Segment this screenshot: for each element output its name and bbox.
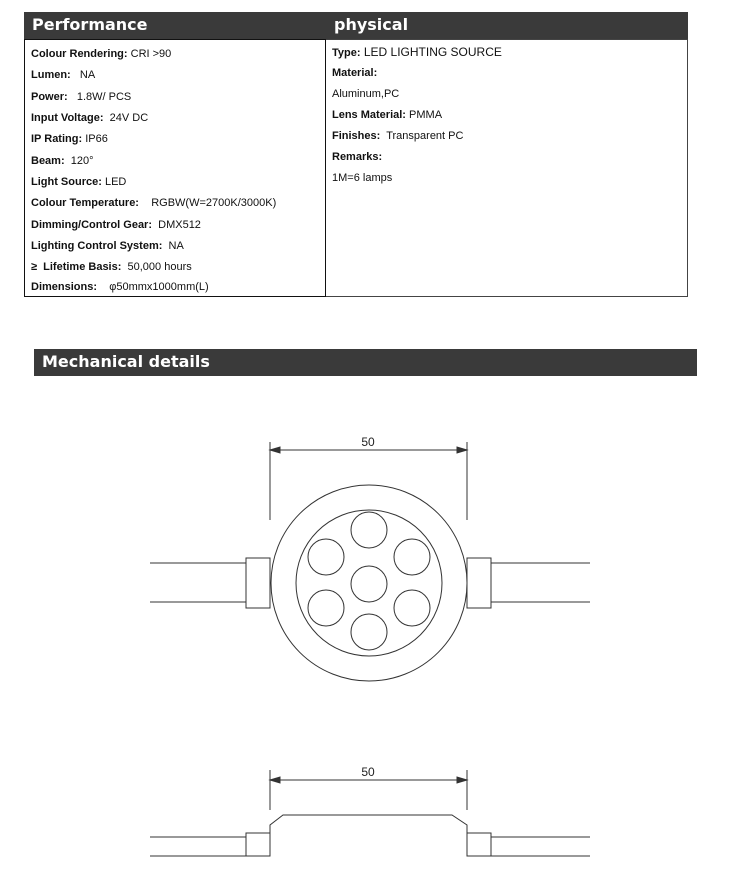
spec-label: Light Source: — [31, 176, 102, 188]
spec-row-dimensions — [31, 280, 209, 294]
spec-label: Dimming/Control Gear: — [31, 219, 153, 231]
side-body-profile — [270, 815, 467, 856]
physical-row-remarks-label — [332, 150, 382, 164]
spec-label: Colour Rendering: — [31, 48, 128, 60]
physical-label: Material: — [332, 67, 378, 79]
side-connector-left — [246, 833, 270, 856]
spec-row-colour-temperature — [31, 196, 276, 210]
spec-row-input-voltage — [31, 111, 148, 125]
spec-label: Colour Temperature: — [31, 197, 139, 209]
side-dimension-label: 50 — [361, 765, 375, 779]
performance-header — [24, 12, 326, 39]
spec-value: LED — [101, 176, 127, 188]
performance-title: Performance — [32, 15, 148, 34]
side-connector-right — [467, 833, 491, 856]
physical-value: Aluminum,PC — [332, 88, 400, 100]
physical-title: physical — [334, 15, 409, 34]
physical-value: Transparent PC — [380, 130, 464, 142]
spec-row-lifetime — [31, 260, 192, 274]
spec-row-colour-rendering — [31, 47, 171, 61]
spec-value: IP66 — [82, 133, 108, 145]
physical-row-material-label — [332, 66, 377, 80]
mechanical-header — [34, 349, 697, 376]
side-view-drawing — [0, 760, 741, 880]
spec-row-lighting-control — [31, 239, 184, 253]
dim-arrow-right — [457, 447, 467, 453]
physical-row-lens — [332, 108, 442, 122]
performance-table — [24, 39, 326, 297]
physical-value: 1M=6 lamps — [332, 172, 393, 184]
spec-row-power — [31, 90, 131, 104]
spec-value: NA — [70, 69, 96, 81]
spec-label: IP Rating: — [31, 133, 83, 145]
spec-label: Lumen: — [31, 69, 71, 81]
physical-value: LED LIGHTING SOURCE — [360, 45, 502, 59]
spec-label: Beam: — [31, 155, 65, 167]
top-dimension-label: 50 — [361, 435, 375, 449]
spec-row-lumen — [31, 68, 95, 82]
spec-value: DMX512 — [152, 219, 201, 231]
physical-value: PMMA — [405, 109, 443, 121]
physical-row-material-value — [332, 87, 399, 101]
spec-row-light-source — [31, 175, 126, 189]
spec-label: Input Voltage: — [31, 112, 104, 124]
spec-label: Dimensions: — [31, 281, 98, 293]
top-view-drawing — [0, 420, 741, 700]
spec-value: 120° — [64, 155, 94, 167]
spec-label: Power: — [31, 91, 68, 103]
spec-row-beam — [31, 154, 94, 168]
connector-right — [467, 558, 491, 608]
physical-label: Remarks: — [332, 151, 383, 163]
side-dim-arrow-right — [457, 777, 467, 783]
physical-label: Type: — [332, 47, 361, 59]
spec-row-ip-rating — [31, 132, 108, 146]
spec-value: CRI >90 — [127, 48, 172, 60]
spec-value: NA — [162, 240, 184, 252]
spec-value: RGBW(W=2700K/3000K) — [138, 197, 277, 209]
spec-row-dimming — [31, 218, 201, 232]
side-dim-arrow-left — [270, 777, 280, 783]
physical-header — [326, 12, 688, 39]
spec-label: ≥ Lifetime Basis: — [31, 261, 122, 273]
physical-row-type — [332, 45, 502, 60]
spec-label: Lighting Control System: — [31, 240, 163, 252]
physical-row-remarks-value — [332, 171, 392, 185]
spec-value: 1.8W/ PCS — [67, 91, 132, 103]
physical-label: Lens Material: — [332, 109, 406, 121]
spec-value: φ50mmx1000mm(L) — [97, 281, 209, 293]
dim-arrow-left — [270, 447, 280, 453]
physical-table — [326, 39, 688, 297]
connector-left — [246, 558, 270, 608]
physical-label: Finishes: — [332, 130, 381, 142]
spec-value: 24V DC — [103, 112, 149, 124]
housing-outer — [271, 485, 467, 681]
mechanical-title: Mechanical details — [42, 352, 210, 371]
spec-value: 50,000 hours — [121, 261, 192, 273]
physical-row-finishes — [332, 129, 463, 143]
